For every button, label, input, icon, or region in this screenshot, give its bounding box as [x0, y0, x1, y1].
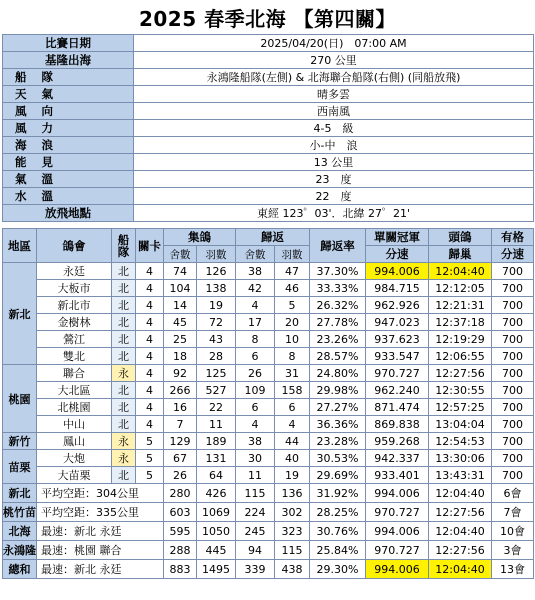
return-clubs-cell: 224: [236, 503, 275, 522]
grade-cell: 700: [492, 263, 534, 280]
rate-cell: 33.33%: [310, 280, 366, 297]
return-birds-cell: 4: [275, 416, 310, 433]
speed-cell: 942.337: [366, 450, 429, 467]
collect-birds-cell: 1495: [197, 560, 236, 579]
return-birds-cell: 20: [275, 314, 310, 331]
header-return-clubs: 舍數: [236, 246, 275, 263]
collect-clubs-cell: 67: [164, 450, 197, 467]
arrival-time-cell: 12:27:56: [429, 365, 492, 382]
region-cell: 苗栗: [3, 450, 37, 484]
table-row: [3, 280, 534, 297]
arrival-time-cell: 13:43:31: [429, 467, 492, 484]
return-clubs-cell: 38: [236, 263, 275, 280]
results-table: [2, 228, 534, 579]
return-birds-cell: 323: [275, 522, 310, 541]
return-birds-cell: 19: [275, 467, 310, 484]
info-value: 永鴻隆船隊(左側) & 北海聯合船隊(右側) (同船放飛): [134, 69, 534, 86]
info-label: 風向: [3, 103, 134, 120]
return-clubs-cell: 6: [236, 399, 275, 416]
club-cell: 永廷: [37, 263, 112, 280]
collect-birds-cell: 28: [197, 348, 236, 365]
collect-birds-cell: 11: [197, 416, 236, 433]
return-birds-cell: 44: [275, 433, 310, 450]
speed-cell: 994.006: [366, 522, 429, 541]
table-row: [3, 450, 534, 467]
team-cell: 北: [112, 416, 136, 433]
info-row: [3, 103, 534, 120]
collect-clubs-cell: 25: [164, 331, 197, 348]
header-club: 鴿會: [37, 229, 112, 263]
collect-birds-cell: 445: [197, 541, 236, 560]
card-cell: 4: [136, 382, 164, 399]
club-cell: 新北市: [37, 297, 112, 314]
info-value: 13 公里: [134, 154, 534, 171]
summary-desc: 最速：新北 永廷: [37, 522, 164, 541]
info-label: 放飛地點: [3, 205, 134, 222]
info-label: 比賽日期: [3, 35, 134, 52]
collect-clubs-cell: 26: [164, 467, 197, 484]
header-rate: 歸返率: [310, 229, 366, 263]
table-row: [3, 416, 534, 433]
grade-cell: 700: [492, 467, 534, 484]
return-clubs-cell: 4: [236, 297, 275, 314]
team-cell: 永: [112, 450, 136, 467]
rate-cell: 30.76%: [310, 522, 366, 541]
arrival-time-cell: 12:04:40: [429, 522, 492, 541]
collect-birds-cell: 189: [197, 433, 236, 450]
header-speed-2: 分速: [366, 246, 429, 263]
card-cell: 4: [136, 297, 164, 314]
grade-cell: 700: [492, 348, 534, 365]
arrival-time-cell: 12:27:56: [429, 503, 492, 522]
info-label: 水溫: [3, 188, 134, 205]
club-cell: 聯合: [37, 365, 112, 382]
rate-cell: 28.25%: [310, 503, 366, 522]
collect-clubs-cell: 92: [164, 365, 197, 382]
table-row: [3, 382, 534, 399]
card-cell: 4: [136, 416, 164, 433]
grade-cell: 700: [492, 297, 534, 314]
arrival-time-cell: 12:04:40: [429, 263, 492, 280]
return-clubs-cell: 30: [236, 450, 275, 467]
info-value: 4-5 級: [134, 120, 534, 137]
card-cell: 4: [136, 348, 164, 365]
rate-cell: 27.27%: [310, 399, 366, 416]
region-cell: 新竹: [3, 433, 37, 450]
info-value: 晴多雲: [134, 86, 534, 103]
collect-birds-cell: 43: [197, 331, 236, 348]
club-cell: 金樹林: [37, 314, 112, 331]
summary-desc: 平均空距：304公里: [37, 484, 164, 503]
collect-clubs-cell: 14: [164, 297, 197, 314]
info-label: 氣溫: [3, 171, 134, 188]
rate-cell: 28.57%: [310, 348, 366, 365]
info-row: [3, 154, 534, 171]
header-arrive-1: 頭鴿: [429, 229, 492, 246]
header-grade-2: 分速: [492, 246, 534, 263]
speed-cell: 994.006: [366, 263, 429, 280]
return-clubs-cell: 4: [236, 416, 275, 433]
speed-cell: 869.838: [366, 416, 429, 433]
collect-birds-cell: 138: [197, 280, 236, 297]
collect-birds-cell: 22: [197, 399, 236, 416]
collect-birds-cell: 527: [197, 382, 236, 399]
info-value: 23 度: [134, 171, 534, 188]
race-info-table: [2, 34, 534, 222]
collect-clubs-cell: 45: [164, 314, 197, 331]
header-collect-birds: 羽數: [197, 246, 236, 263]
grade-cell: 700: [492, 433, 534, 450]
rate-cell: 29.30%: [310, 560, 366, 579]
info-row: [3, 86, 534, 103]
info-row: [3, 171, 534, 188]
speed-cell: 959.268: [366, 433, 429, 450]
collect-clubs-cell: 129: [164, 433, 197, 450]
summary-desc: 平均空距：335公里: [37, 503, 164, 522]
return-birds-cell: 40: [275, 450, 310, 467]
card-cell: 5: [136, 433, 164, 450]
team-cell: 北: [112, 263, 136, 280]
rate-cell: 37.30%: [310, 263, 366, 280]
header-card: 關卡: [136, 229, 164, 263]
info-label: 風力: [3, 120, 134, 137]
return-clubs-cell: 245: [236, 522, 275, 541]
header-region: 地區: [3, 229, 37, 263]
summary-row: [3, 484, 534, 503]
card-cell: 5: [136, 467, 164, 484]
return-clubs-cell: 42: [236, 280, 275, 297]
card-cell: 4: [136, 263, 164, 280]
speed-cell: 984.715: [366, 280, 429, 297]
club-cell: 中山: [37, 416, 112, 433]
info-label: 船隊: [3, 69, 134, 86]
info-row: [3, 120, 534, 137]
summary-label: 永鴻隆: [3, 541, 37, 560]
speed-cell: 933.547: [366, 348, 429, 365]
return-clubs-cell: 109: [236, 382, 275, 399]
collect-birds-cell: 64: [197, 467, 236, 484]
return-clubs-cell: 8: [236, 331, 275, 348]
team-cell: 北: [112, 399, 136, 416]
info-label: 海浪: [3, 137, 134, 154]
region-cell: 桃園: [3, 365, 37, 433]
team-cell: 北: [112, 382, 136, 399]
team-cell: 北: [112, 331, 136, 348]
arrival-time-cell: 12:12:05: [429, 280, 492, 297]
table-row: [3, 297, 534, 314]
table-row: [3, 314, 534, 331]
return-birds-cell: 6: [275, 399, 310, 416]
grade-cell: 700: [492, 314, 534, 331]
collect-clubs-cell: 74: [164, 263, 197, 280]
info-value: 270 公里: [134, 52, 534, 69]
table-row: [3, 331, 534, 348]
collect-birds-cell: 19: [197, 297, 236, 314]
arrival-time-cell: 12:21:31: [429, 297, 492, 314]
grade-cell: 13會: [492, 560, 534, 579]
arrival-time-cell: 12:27:56: [429, 541, 492, 560]
table-row: [3, 399, 534, 416]
header-grade-1: 有格: [492, 229, 534, 246]
collect-birds-cell: 72: [197, 314, 236, 331]
region-cell: 新北: [3, 263, 37, 365]
header-arrive-2: 歸巢: [429, 246, 492, 263]
info-row: [3, 137, 534, 154]
speed-cell: 970.727: [366, 365, 429, 382]
speed-cell: 962.926: [366, 297, 429, 314]
return-clubs-cell: 115: [236, 484, 275, 503]
speed-cell: 970.727: [366, 541, 429, 560]
team-cell: 北: [112, 348, 136, 365]
return-birds-cell: 158: [275, 382, 310, 399]
return-birds-cell: 302: [275, 503, 310, 522]
info-row: [3, 188, 534, 205]
collect-clubs-cell: 280: [164, 484, 197, 503]
summary-label: 北海: [3, 522, 37, 541]
arrival-time-cell: 12:37:18: [429, 314, 492, 331]
card-cell: 5: [136, 450, 164, 467]
rate-cell: 31.92%: [310, 484, 366, 503]
club-cell: 雙北: [37, 348, 112, 365]
grade-cell: 700: [492, 450, 534, 467]
info-value: 小-中 浪: [134, 137, 534, 154]
info-value: 22 度: [134, 188, 534, 205]
rate-cell: 27.78%: [310, 314, 366, 331]
header-speed-1: 單關冠軍: [366, 229, 429, 246]
team-cell: 永: [112, 365, 136, 382]
page-title: 2025 春季北海 【第四關】: [138, 6, 397, 31]
rate-cell: 29.69%: [310, 467, 366, 484]
return-clubs-cell: 94: [236, 541, 275, 560]
club-cell: 大北區: [37, 382, 112, 399]
info-row: [3, 52, 534, 69]
collect-birds-cell: 125: [197, 365, 236, 382]
table-row: [3, 433, 534, 450]
header-collect: 集鴿: [164, 229, 236, 246]
info-row: [3, 69, 534, 86]
return-clubs-cell: 17: [236, 314, 275, 331]
collect-clubs-cell: 7: [164, 416, 197, 433]
grade-cell: 7會: [492, 503, 534, 522]
club-cell: 北桃園: [37, 399, 112, 416]
team-cell: 北: [112, 280, 136, 297]
return-clubs-cell: 339: [236, 560, 275, 579]
header-collect-clubs: 舍數: [164, 246, 197, 263]
header-team: 船 隊: [112, 229, 136, 263]
arrival-time-cell: 12:54:53: [429, 433, 492, 450]
rate-cell: 23.28%: [310, 433, 366, 450]
speed-cell: 970.727: [366, 503, 429, 522]
return-birds-cell: 438: [275, 560, 310, 579]
speed-cell: 947.023: [366, 314, 429, 331]
speed-cell: 994.006: [366, 484, 429, 503]
club-cell: 大板市: [37, 280, 112, 297]
card-cell: 4: [136, 365, 164, 382]
return-birds-cell: 47: [275, 263, 310, 280]
card-cell: 4: [136, 280, 164, 297]
speed-cell: 994.006: [366, 560, 429, 579]
summary-label: 新北: [3, 484, 37, 503]
team-cell: 北: [112, 314, 136, 331]
speed-cell: 933.401: [366, 467, 429, 484]
rate-cell: 23.26%: [310, 331, 366, 348]
summary-label: 總和: [3, 560, 37, 579]
arrival-time-cell: 12:19:29: [429, 331, 492, 348]
speed-cell: 962.240: [366, 382, 429, 399]
summary-desc: 最速：新北 永廷: [37, 560, 164, 579]
return-birds-cell: 5: [275, 297, 310, 314]
club-cell: 大苗栗: [37, 467, 112, 484]
return-clubs-cell: 38: [236, 433, 275, 450]
return-clubs-cell: 26: [236, 365, 275, 382]
summary-row: [3, 522, 534, 541]
collect-birds-cell: 1050: [197, 522, 236, 541]
summary-row: [3, 541, 534, 560]
rate-cell: 36.36%: [310, 416, 366, 433]
speed-cell: 937.623: [366, 331, 429, 348]
collect-clubs-cell: 104: [164, 280, 197, 297]
collect-clubs-cell: 266: [164, 382, 197, 399]
collect-birds-cell: 126: [197, 263, 236, 280]
info-value: 西南風: [134, 103, 534, 120]
grade-cell: 6會: [492, 484, 534, 503]
info-row: [3, 35, 534, 52]
team-cell: 北: [112, 467, 136, 484]
return-birds-cell: 10: [275, 331, 310, 348]
collect-birds-cell: 131: [197, 450, 236, 467]
summary-row: [3, 560, 534, 579]
summary-desc: 最速：桃園 聯合: [37, 541, 164, 560]
return-clubs-cell: 6: [236, 348, 275, 365]
grade-cell: 700: [492, 382, 534, 399]
team-cell: 永: [112, 433, 136, 450]
card-cell: 4: [136, 331, 164, 348]
card-cell: 4: [136, 399, 164, 416]
collect-birds-cell: 1069: [197, 503, 236, 522]
rate-cell: 29.98%: [310, 382, 366, 399]
grade-cell: 3會: [492, 541, 534, 560]
info-label: 能見: [3, 154, 134, 171]
summary-row: [3, 503, 534, 522]
arrival-time-cell: 12:04:40: [429, 484, 492, 503]
collect-clubs-cell: 16: [164, 399, 197, 416]
card-cell: 4: [136, 314, 164, 331]
collect-clubs-cell: 883: [164, 560, 197, 579]
table-row: [3, 365, 534, 382]
info-value: 2025/04/20(日) 07:00 AM: [134, 35, 534, 52]
return-birds-cell: 8: [275, 348, 310, 365]
grade-cell: 10會: [492, 522, 534, 541]
collect-clubs-cell: 288: [164, 541, 197, 560]
grade-cell: 700: [492, 365, 534, 382]
arrival-time-cell: 12:06:55: [429, 348, 492, 365]
table-row: [3, 263, 534, 280]
collect-clubs-cell: 603: [164, 503, 197, 522]
arrival-time-cell: 13:30:06: [429, 450, 492, 467]
grade-cell: 700: [492, 280, 534, 297]
header-return-birds: 羽數: [275, 246, 310, 263]
return-birds-cell: 31: [275, 365, 310, 382]
table-row: [3, 348, 534, 365]
info-value: 東經 123゜03'．北緯 27゜21': [134, 205, 534, 222]
header-return: 歸返: [236, 229, 310, 246]
grade-cell: 700: [492, 399, 534, 416]
rate-cell: 24.80%: [310, 365, 366, 382]
info-label: 天氣: [3, 86, 134, 103]
info-label: 基隆出海: [3, 52, 134, 69]
club-cell: 鳳山: [37, 433, 112, 450]
team-cell: 北: [112, 297, 136, 314]
arrival-time-cell: 12:30:55: [429, 382, 492, 399]
return-clubs-cell: 11: [236, 467, 275, 484]
grade-cell: 700: [492, 331, 534, 348]
collect-clubs-cell: 595: [164, 522, 197, 541]
return-birds-cell: 115: [275, 541, 310, 560]
table-row: [3, 467, 534, 484]
grade-cell: 700: [492, 416, 534, 433]
arrival-time-cell: 12:57:25: [429, 399, 492, 416]
return-birds-cell: 46: [275, 280, 310, 297]
summary-label: 桃竹苗: [3, 503, 37, 522]
collect-birds-cell: 426: [197, 484, 236, 503]
rate-cell: 25.84%: [310, 541, 366, 560]
rate-cell: 26.32%: [310, 297, 366, 314]
speed-cell: 871.474: [366, 399, 429, 416]
arrival-time-cell: 12:04:40: [429, 560, 492, 579]
club-cell: 鶯江: [37, 331, 112, 348]
info-row: [3, 205, 534, 222]
collect-clubs-cell: 18: [164, 348, 197, 365]
club-cell: 大炮: [37, 450, 112, 467]
return-birds-cell: 136: [275, 484, 310, 503]
rate-cell: 30.53%: [310, 450, 366, 467]
arrival-time-cell: 13:04:04: [429, 416, 492, 433]
